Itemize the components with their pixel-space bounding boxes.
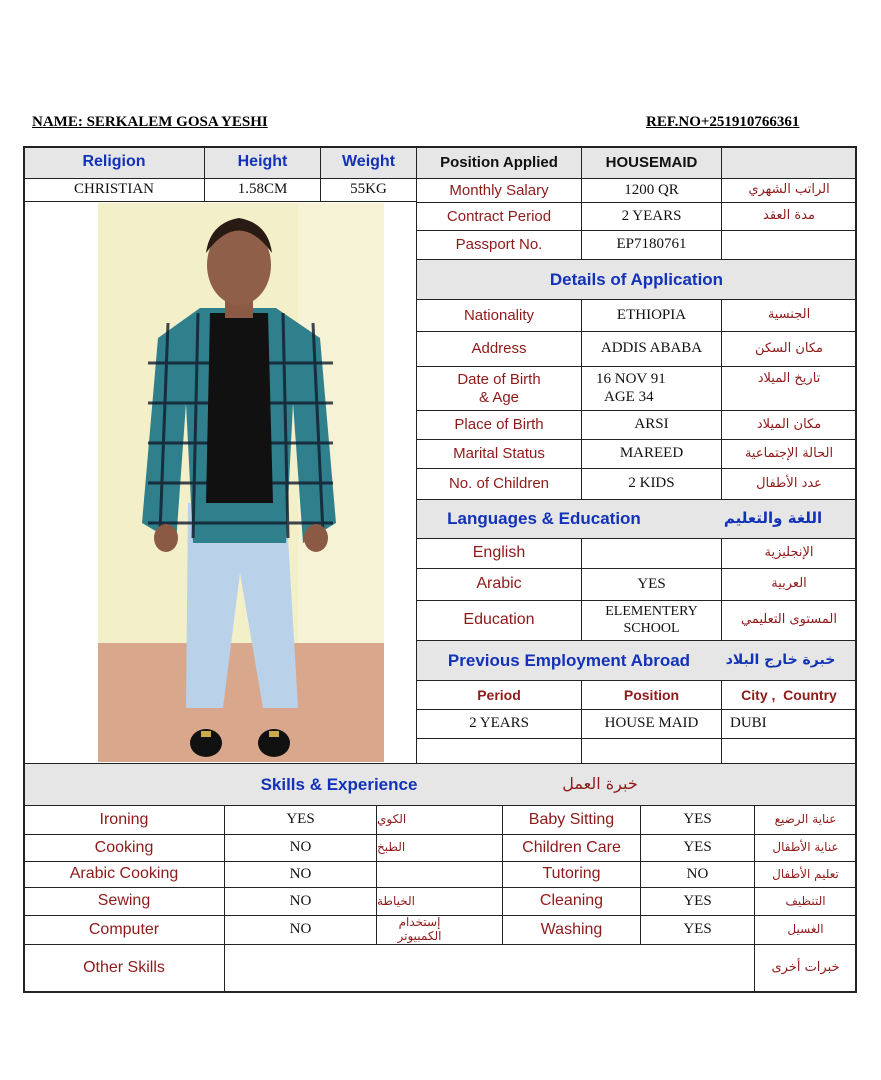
dob-label-line2: & Age [478, 388, 520, 406]
skill-value: NO [289, 865, 312, 882]
col-period: Period [477, 686, 521, 703]
languages-title-arabic: اللغة والتعليم [723, 509, 823, 528]
arabic-arabic: العربية [771, 576, 807, 592]
other-skills-arabic: خبرات أخرى [771, 959, 840, 975]
skill-label: Baby Sitting [528, 810, 615, 828]
nationality-label: Nationality [463, 306, 535, 324]
marital-status-value: MAREED [619, 445, 684, 462]
skill-value: YES [286, 811, 315, 828]
children-value: 2 KIDS [628, 475, 675, 492]
skill-arabic: تعليم الأطفال [772, 866, 839, 881]
weight-value: 55KG [350, 181, 387, 198]
skills-title: Skills & Experience [260, 774, 418, 794]
address-value: ADDIS ABABA [600, 340, 703, 357]
passport-value: EP7180761 [616, 236, 687, 253]
skill-arabic: الغسيل [787, 922, 824, 937]
skill-arabic: الطبخ [377, 840, 406, 855]
details-title: Details of Application [549, 269, 724, 289]
employment-title-arabic: خبرة خارج البلاد [725, 652, 836, 669]
monthly-salary-arabic: الراتب الشهري [748, 182, 830, 198]
col-city-country: City , Country [741, 686, 837, 703]
dob-age: AGE 34 [604, 388, 654, 405]
monthly-salary-value: 1200 QR [624, 181, 679, 198]
employment-title: Previous Employment Abroad [447, 650, 691, 670]
height-value: 1.58CM [237, 181, 288, 198]
reference-number: REF.NO+251910766361 [646, 114, 800, 130]
english-value [582, 539, 721, 568]
height-label: Height [237, 153, 288, 171]
contract-period-value: 2 YEARS [621, 207, 682, 224]
place-of-birth-value: ARSI [634, 416, 669, 433]
skill-value: NO [289, 921, 312, 938]
contract-period-label: Contract Period [446, 207, 552, 225]
other-skills-label: Other Skills [83, 958, 165, 976]
arabic-label: Arabic [476, 575, 522, 593]
religion-value: CHRISTIAN [73, 181, 154, 198]
dob-label-line1: Date of Birth [457, 371, 541, 389]
marital-status-label: Marital Status [453, 445, 545, 463]
nationality-arabic: الجنسية [767, 307, 811, 323]
skill-arabic: التنظيف [785, 893, 826, 908]
address-arabic: مكان السكن [754, 340, 824, 356]
education-arabic: المستوى التعليمي [741, 612, 837, 628]
skill-label: Computer [88, 920, 160, 938]
skill-value: NO [289, 839, 312, 856]
skill-value: NO [289, 892, 312, 909]
skill-label: Ironing [99, 810, 149, 828]
children-arabic: عدد الأطفال [756, 475, 822, 491]
monthly-salary-label: Monthly Salary [449, 181, 549, 199]
skill-label: Sewing [97, 892, 151, 910]
skill-label: Cleaning [539, 892, 604, 910]
education-line1: ELEMENTERY [605, 604, 698, 620]
children-label: No. of Children [448, 475, 550, 493]
skill-value: YES [683, 892, 712, 909]
marital-status-arabic: الحالة الإجتماعية [744, 445, 834, 461]
skill-value: NO [686, 865, 709, 882]
skill-arabic: الكوي [377, 812, 407, 827]
place-of-birth-label: Place of Birth [454, 416, 544, 434]
dob-date: 16 NOV 91 [596, 371, 666, 388]
skill-value: YES [683, 811, 712, 828]
skill-arabic: عناية الأطفال [772, 840, 839, 855]
skills-title-arabic: خبرة العمل [562, 774, 638, 794]
other-skills-value [225, 945, 754, 991]
skill-value: YES [683, 839, 712, 856]
passport-label: Passport No. [455, 236, 543, 254]
weight-label: Weight [341, 153, 396, 171]
skill-arabic: الخياطة [377, 893, 415, 908]
nationality-value: ETHIOPIA [616, 306, 687, 323]
skill-arabic [377, 862, 502, 887]
skill-arabic: إستخدام الكمبيوتر [397, 915, 442, 943]
education-label: Education [463, 611, 535, 629]
candidate-photo [98, 203, 384, 762]
arabic-value: YES [637, 575, 666, 592]
place-of-birth-arabic: مكان الميلاد [756, 416, 822, 432]
employment-city: DUBI [730, 715, 767, 732]
employment-period: 2 YEARS [469, 715, 529, 732]
employment-position: HOUSE MAID [604, 715, 699, 732]
skill-arabic: عناية الرضيع [774, 812, 837, 827]
col-position: Position [623, 686, 680, 703]
languages-title: Languages & Education [447, 509, 641, 529]
religion-label: Religion [82, 153, 146, 171]
position-applied-value: HOUSEMAID [605, 153, 698, 171]
dob-label [417, 367, 581, 410]
skill-label: Cooking [94, 838, 154, 856]
skill-label: Children Care [522, 838, 621, 856]
education-line2: SCHOOL [623, 620, 680, 636]
skill-value: YES [683, 921, 712, 938]
dob-value [582, 367, 721, 410]
english-label: English [472, 544, 526, 562]
skill-label: Tutoring [542, 865, 601, 883]
contract-period-arabic: مدة العقد [763, 208, 815, 224]
candidate-name: NAME: SERKALEM GOSA YESHI [32, 114, 268, 130]
address-label: Address [471, 340, 527, 358]
education-value [582, 601, 721, 640]
dob-arabic: تاريخ الميلاد [757, 370, 821, 386]
skill-label: Arabic Cooking [69, 865, 179, 883]
position-applied-label: Position Applied [440, 153, 558, 171]
english-arabic: الإنجليزية [764, 545, 814, 561]
skill-label: Washing [540, 920, 603, 938]
